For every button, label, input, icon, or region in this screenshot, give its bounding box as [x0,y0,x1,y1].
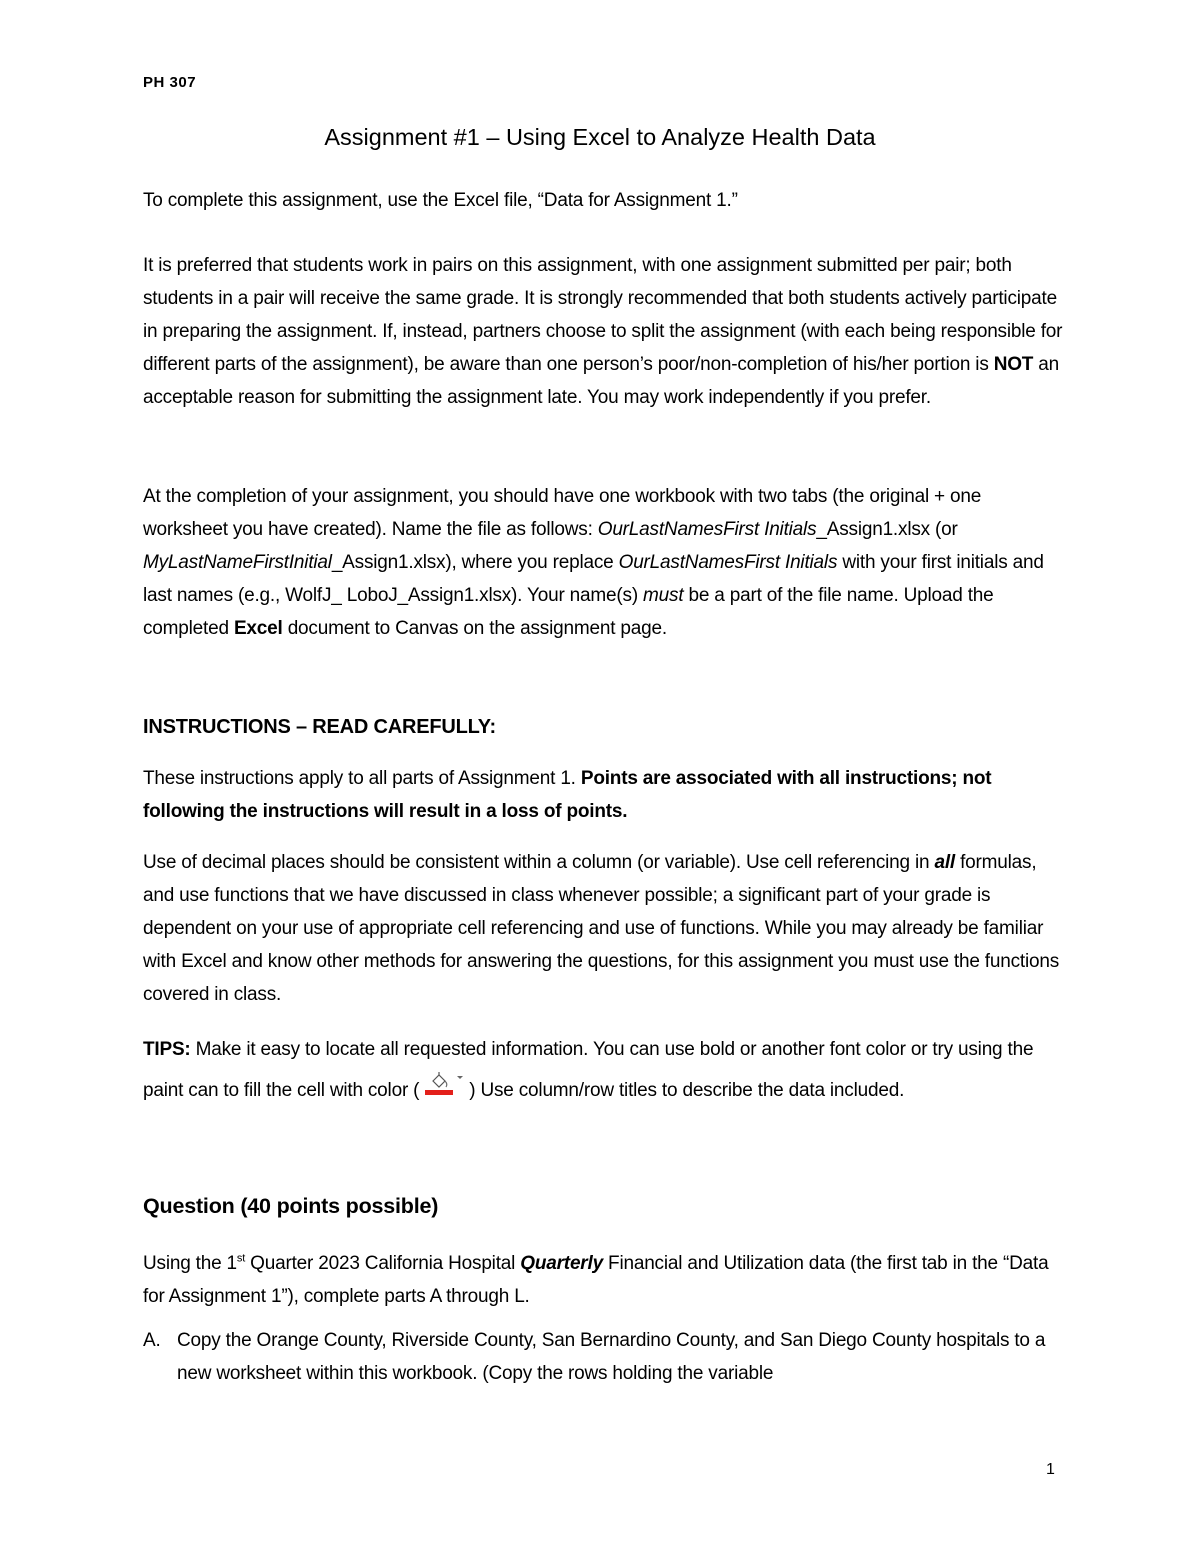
pairs-text-b: an acceptable reason for submitting the assignment late. You may work independently if you prefer. [143,354,1060,408]
tips-text-b: ) Use column/row titles to describe the data included. [469,1080,905,1101]
formulas-text-a: Use of decimal places should be consistent within a column (or variable). Use cell referencing in [143,852,935,873]
instructions-paragraph-formulas [143,846,1063,1011]
list-marker: A. [143,1330,161,1351]
fill-color-bar [425,1090,453,1095]
instructions-paragraph-tips [143,1029,1063,1111]
question-text-c: Financial and Utilization data (the first tab in the “Data for Assignment 1”), complete parts A through L. [143,1253,1049,1307]
instructions-paragraph-points [143,762,1063,828]
naming-text-c: _Assign1.xlsx), where you replace [331,552,619,573]
question-paragraph [143,1247,1063,1313]
bucket-shape [433,1072,447,1087]
intro-text: To complete this assignment, use the Excel file, “Data for Assignment 1.” [143,190,738,211]
naming-text-b: _Assign1.xlsx (or [816,519,958,540]
question-text-b: Quarter 2023 California Hospital [245,1253,521,1274]
naming-italic-1: OurLastNamesFirst Initials [597,519,817,540]
intro-paragraph-pairs [143,249,1063,414]
course-header: PH 307 [143,74,197,91]
paint-bucket-icon [421,1076,467,1100]
naming-italic-3: OurLastNamesFirst Initials [618,552,838,573]
formulas-bold-italic-all: all [934,852,955,873]
points-bold-text: Points are associated with all instructions; not following the instructions will result in a loss of points. [143,768,992,822]
naming-text-d: with your first initials and last names (e.g., WolfJ_ LoboJ_Assign1.xlsx). Your name(s) [143,552,1044,606]
naming-italic-must: must [643,585,684,606]
formulas-text-b: formulas, and use functions that we have discussed in class whenever possible; a significant part of your grade is dependent on your use of appropriate cell referencing and use of functions. While you may already be familiar with Excel and know other methods for answering the questions, for this assignment you must use the functions covered in class. [143,852,1060,1005]
points-text: These instructions apply to all parts of Assignment 1. [143,768,581,789]
page-number: 1 [1046,1461,1055,1478]
instructions-heading: INSTRUCTIONS – READ CAREFULLY: [143,716,496,738]
intro-paragraph-naming [143,480,1063,645]
naming-bold-excel: Excel [233,618,283,639]
question-superscript: st [236,1252,246,1265]
list-item-text: Copy the Orange County, Riverside County, San Bernardino County, and San Diego County hospitals to a new worksheet within this workbook. (Copy the rows holding the variable [177,1330,1046,1384]
dropdown-arrow [457,1076,463,1079]
pairs-text-a: It is preferred that students work in pairs on this assignment, with one assignment submitted per pair; both students in a pair will receive the same grade. It is strongly recommended that both students actively participate in preparing the assignment. If, instead, partners choose to split the assignment (with each being responsible for different parts of the assignment), be aware than one person’s poor/non-completion of his/her portion is [143,255,1063,375]
tips-label: TIPS: [143,1039,191,1060]
pairs-bold-not: NOT [993,354,1034,375]
tips-text-a: Make it easy to locate all requested information. You can use bold or another font color or try using the paint can to fill the cell with color ( [143,1039,1034,1101]
naming-text-a: At the completion of your assignment, you should have one workbook with two tabs (the original + one worksheet you have created). Name the file as follows: [143,486,982,540]
list-item-a [143,1324,1063,1390]
naming-text-e: be a part of the file name. Upload the completed [143,585,994,639]
intro-paragraph-file [143,184,1063,217]
page-title: Assignment #1 – Using Excel to Analyze Health Data [324,124,876,150]
naming-italic-2: MyLastNameFirstInitial [143,552,332,573]
question-text-a: Using the 1 [143,1253,237,1274]
question-bold-italic: Quarterly [520,1253,603,1274]
question-heading: Question (40 points possible) [143,1194,439,1218]
naming-text-f: document to Canvas on the assignment page. [282,618,667,639]
